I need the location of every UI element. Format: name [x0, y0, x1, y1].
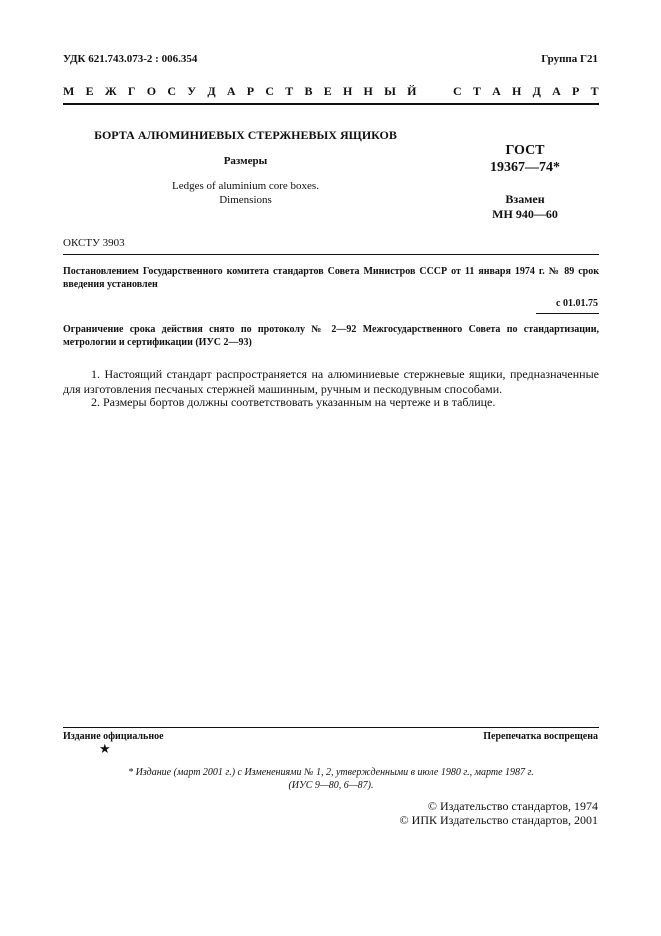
- footer-divider: [63, 727, 599, 728]
- heading-letter: Н: [363, 84, 373, 98]
- heading-letter: Г: [127, 84, 136, 98]
- paragraph-1: 1. Настоящий стандарт распространяется на алюминиевые стержневые ящики, предназначенные для изготовления песчаных стержней машинным, ручным и пескодувным способами.: [63, 367, 599, 396]
- date-underline: [536, 313, 599, 314]
- copyright-2001: © ИПК Издательство стандартов, 2001: [399, 813, 598, 827]
- heading-letter: Е: [323, 84, 332, 98]
- group-code: Группа Г21: [541, 53, 598, 65]
- heading-letter: В: [304, 84, 313, 98]
- instead-number: МН 940—60: [492, 207, 558, 221]
- effective-date: с 01.01.75: [556, 298, 598, 309]
- heading-letter: А: [492, 84, 501, 98]
- copyright-1974: © Издательство стандартов, 1974: [427, 799, 598, 813]
- english-title-line: Dimensions: [219, 194, 272, 206]
- heading-letter: О: [146, 84, 157, 98]
- gost-number: 19367—74*: [490, 160, 560, 175]
- standard-type-heading: [63, 84, 599, 99]
- heading-letter: Е: [85, 84, 94, 98]
- document-subtitle: Размеры: [223, 155, 268, 167]
- english-title: [63, 179, 428, 207]
- heading-letter: Ы: [384, 84, 396, 98]
- heading-letter: Т: [285, 84, 294, 98]
- heading-letter: А: [226, 84, 236, 98]
- official-edition-label: Издание официальное: [63, 731, 164, 742]
- edition-note: * Издание (март 2001 г.) с Изменениями № 1, 2, утвержденными в июле 1980 г., марте 1987 г.: [128, 767, 534, 778]
- heading-letter: С: [452, 84, 462, 98]
- heading-letter: Т: [472, 84, 481, 98]
- heading-letter: Д: [532, 84, 541, 98]
- english-title-line: Ledges of aluminium core boxes.: [172, 180, 319, 192]
- heading-letter: Ж: [104, 84, 117, 98]
- heading-letter: С: [265, 84, 274, 98]
- reprint-notice: Перепечатка воспрещена: [483, 731, 598, 742]
- middle-divider: [63, 254, 599, 255]
- instead-label: Взамен: [505, 192, 545, 206]
- decree-text: Постановлением Государственного комитета стандартов Совета Министров СССР от 11 января 1974 г. № 89 срок введения установлен: [63, 266, 599, 290]
- udk-code: УДК 621.743.073-2 : 006.354: [63, 53, 198, 65]
- star-icon: ★: [99, 741, 111, 756]
- heading-letter: Н: [512, 84, 522, 98]
- gost-designation: [470, 142, 580, 222]
- edition-note-ius: (ИУС 9—80, 6—87).: [288, 780, 374, 791]
- heading-letter: Р: [572, 84, 580, 98]
- heading-letter: У: [187, 84, 197, 98]
- top-divider: [63, 103, 599, 105]
- gost-label: ГОСТ: [505, 143, 545, 158]
- heading-letter: Н: [342, 84, 353, 98]
- oksty-code: ОКСТУ 3903: [63, 237, 125, 249]
- heading-letter: Р: [246, 84, 255, 98]
- heading-letter: Й: [407, 84, 417, 98]
- document-title: БОРТА АЛЮМИНИЕВЫХ СТЕРЖНЕВЫХ ЯЩИКОВ: [94, 128, 397, 142]
- heading-letter: Д: [207, 84, 216, 98]
- paragraph-2: 2. Размеры бортов должны соответствовать указанным на чертеже и в таблице.: [91, 395, 496, 409]
- limitation-text: Ограничение срока действия снято по протоколу № 2—92 Межгосударственного Совета по стандартизации, метрологии и сертификации (ИУС 2—93): [63, 324, 599, 348]
- heading-letter: М: [63, 84, 75, 98]
- heading-letter: А: [552, 84, 561, 98]
- heading-space: [428, 84, 442, 99]
- heading-letter: Т: [590, 84, 599, 98]
- heading-letter: С: [167, 84, 177, 98]
